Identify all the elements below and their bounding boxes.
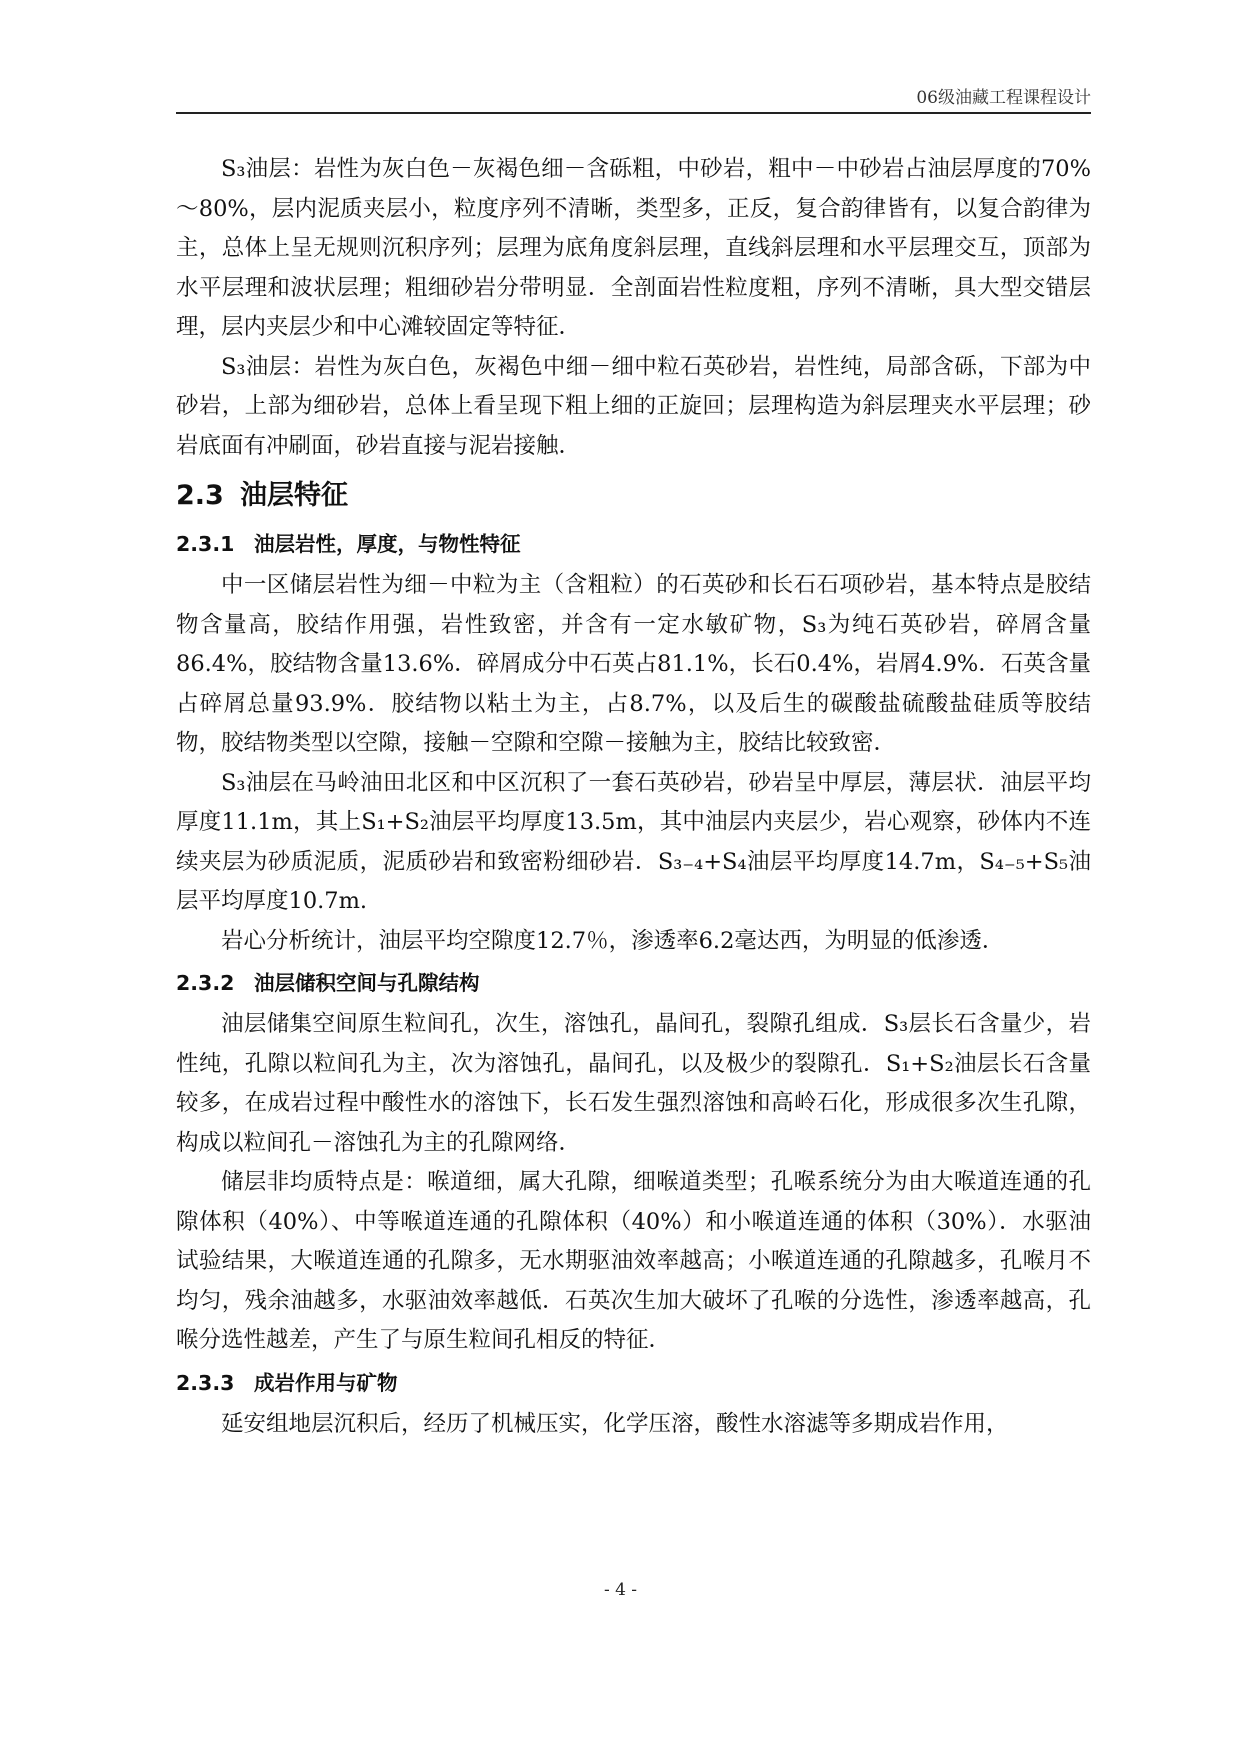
subsection-number: 2.3.2 [176, 971, 235, 995]
document-body [176, 150, 1091, 1444]
section-number: 2.3 [176, 480, 224, 511]
subsection-title: 成岩作用与矿物 [254, 1370, 398, 1395]
paragraph: 中一区储层岩性为细－中粒为主（含粗粒）的石英砂和长石石项砂岩，基本特点是胶结物含量高，胶结作用强，岩性致密，并含有一定水敏矿物，S₃为纯石英砂岩，碎屑含量86.4%，胶结物含量13.6%．碎屑成分中石英占81.1%，长石0.4%，岩屑4.9%．石英含量占碎屑总量93.9%．胶结物以粘土为主，占8.7%，以及后生的碳酸盐硫酸盐硅质等胶结物，胶结物类型以空隙，接触－空隙和空隙－接触为主，胶结比较致密． [176, 572, 1091, 756]
subsection-number: 2.3.1 [176, 532, 235, 556]
subsection-heading [176, 1363, 1091, 1403]
paragraph: 延安组地层沉积后，经历了机械压实，化学压溶，酸性水溶滤等多期成岩作用， [221, 1410, 1009, 1437]
paragraph: S₃油层：岩性为灰白色，灰褐色中细－细中粒石英砂岩，岩性纯，局部含砾，下部为中砂岩，上部为细砂岩，总体上看呈现下粗上细的正旋回；层理构造为斜层理夹水平层理；砂岩底面有冲刷面，砂岩直接与泥岩接触． [176, 353, 1091, 459]
section-title: 油层特征 [240, 480, 348, 511]
page-header [176, 86, 1091, 114]
subsection-title: 油层岩性，厚度，与物性特征 [254, 532, 521, 556]
paragraph: S₃油层：岩性为灰白色－灰褐色细－含砾粗，中砂岩，粗中－中砂岩占油层厚度的70%～80%，层内泥质夹层小，粒度序列不清晰，类型多，正反，复合韵律皆有，以复合韵律为主，总体上呈无规则沉积序列；层理为底角度斜层理，直线斜层理和水平层理交互，顶部为水平层理和波状层理；粗细砂岩分带明显．全剖面岩性粒度粗，序列不清晰，具大型交错层理，层内夹层少和中心滩较固定等特征． [176, 156, 1091, 340]
header-title: 06级油藏工程课程设计 [916, 88, 1091, 108]
subsection-heading [176, 524, 1091, 564]
paragraph: 岩心分析统计，油层平均空隙度12.7％，渗透率6.2毫达西，为明显的低渗透． [221, 927, 1005, 954]
paragraph: 油层储集空间原生粒间孔，次生，溶蚀孔，晶间孔，裂隙孔组成．S₃层长石含量少，岩性纯，孔隙以粒间孔为主，次为溶蚀孔，晶间孔，以及极少的裂隙孔．S₁+S₂油层长石含量较多，在成岩过程中酸性水的溶蚀下，长石发生强烈溶蚀和高岭石化，形成很多次生孔隙，构成以粒间孔－溶蚀孔为主的孔隙网络． [176, 1011, 1091, 1156]
subsection-title: 油层储积空间与孔隙结构 [254, 971, 480, 995]
paragraph: S₃油层在马岭油田北区和中区沉积了一套石英砂岩，砂岩呈中厚层，薄层状．油层平均厚度11.1m，其上S₁+S₂油层平均厚度13.5m，其中油层内夹层少，岩心观察，砂体内不连续夹层为砂质泥质，泥质砂岩和致密粉细砂岩．S₃₋₄+S₄油层平均厚度14.7m，S₄₋₅+S₅油层平均厚度10.7m. [176, 769, 1091, 914]
subsection-number: 2.3.3 [176, 1370, 235, 1395]
subsection-heading [176, 963, 1091, 1003]
section-heading [176, 472, 1091, 520]
paragraph: 储层非均质特点是：喉道细，属大孔隙，细喉道类型；孔喉系统分为由大喉道连通的孔隙体积（40%）、中等喉道连通的孔隙体积（40%）和小喉道连通的体积（30%）．水驱油试验结果，大喉道连通的孔隙多，无水期驱油效率越高；小喉道连通的孔隙越多，孔喉月不均匀，残余油越多，水驱油效率越低．石英次生加大破坏了孔喉的分选性，渗透率越高，孔喉分选性越差，产生了与原生粒间孔相反的特征． [176, 1169, 1091, 1353]
page-number: - 4 - [603, 1580, 638, 1600]
